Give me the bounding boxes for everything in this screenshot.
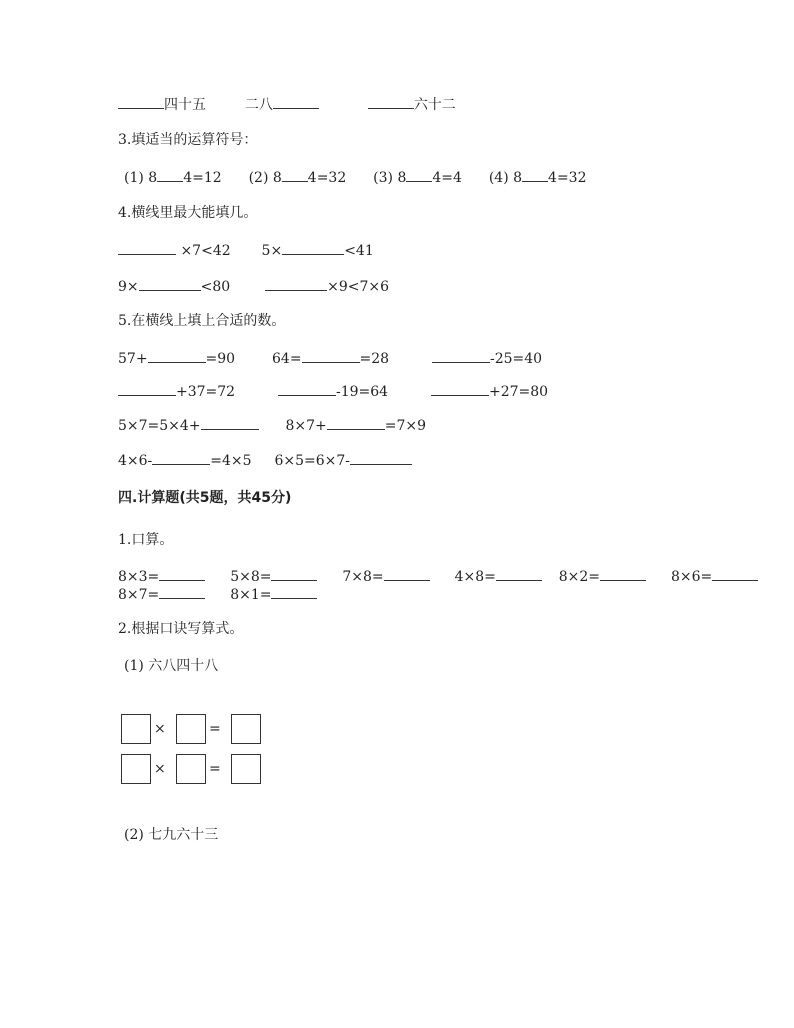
c1-title: 1.口算。 [118, 532, 174, 548]
q2-tail-b: 二八 [244, 97, 273, 113]
answer-blank[interactable] [327, 415, 385, 430]
c2-title: 2.根据口诀写算式。 [118, 621, 244, 637]
calc-item: 8×7= [118, 587, 205, 603]
answer-blank[interactable] [118, 240, 176, 255]
q4-row-2: 9× <80 ×9<7×6 [118, 276, 389, 296]
answer-blank[interactable] [282, 240, 344, 255]
answer-box[interactable] [231, 714, 261, 744]
answer-box[interactable] [121, 754, 151, 784]
calc-item: 8×6= [671, 569, 758, 585]
answer-box[interactable] [231, 754, 261, 784]
calc-item: 4×8= [455, 569, 542, 585]
answer-blank[interactable] [118, 381, 176, 396]
q2-tail-c: 六十二 [413, 97, 456, 113]
times-sign: × [154, 761, 166, 777]
equals-sign: = [209, 761, 221, 777]
q5-row-3: 5×7=5×4+ 8×7+ =7×9 [118, 415, 426, 435]
answer-blank[interactable] [273, 94, 319, 109]
answer-blank[interactable] [522, 167, 548, 182]
answer-blank[interactable] [431, 381, 489, 396]
answer-blank[interactable] [432, 348, 490, 363]
answer-blank[interactable] [350, 450, 412, 465]
answer-blank[interactable] [496, 566, 542, 581]
answer-blank[interactable] [148, 348, 206, 363]
equals-sign: = [209, 721, 221, 737]
q5-row-4: 4×6- =4×5 6×5=6×7- [118, 450, 412, 470]
answer-blank[interactable] [384, 566, 430, 581]
q3-item-4: (4) 8 4=32 [489, 170, 587, 186]
answer-blank[interactable] [159, 584, 205, 599]
answer-blank[interactable] [600, 566, 646, 581]
q5-row-2: +37=72 -19=64 +27=80 [118, 381, 548, 401]
q4-title: 4.横线里最大能填几。 [118, 205, 258, 221]
q3-title: 3.填适当的运算符号： [118, 132, 258, 148]
section-title: 四.计算题(共5题，共45分) [118, 490, 292, 506]
q3-item-2: (2) 8 4=32 [249, 170, 347, 186]
q3-items-row [124, 167, 587, 187]
q2-tail-a: 四十五 [164, 97, 206, 113]
c2-part-1: (1) 六八四十八 [124, 658, 219, 674]
answer-blank[interactable] [271, 584, 317, 599]
calc-item: 8×3= [118, 569, 205, 585]
answer-blank[interactable] [139, 276, 201, 291]
answer-blank[interactable] [118, 94, 164, 109]
answer-blank[interactable] [201, 415, 259, 430]
answer-blank[interactable] [302, 348, 360, 363]
calc-item: 8×2= [559, 569, 646, 585]
c1-row-2 [118, 584, 317, 604]
c1-row-1 [118, 566, 758, 586]
answer-blank[interactable] [271, 566, 317, 581]
answer-blank[interactable] [368, 94, 414, 109]
answer-blank[interactable] [159, 566, 205, 581]
answer-blank[interactable] [265, 276, 327, 291]
times-sign: × [154, 721, 166, 737]
answer-box[interactable] [176, 754, 206, 784]
q4-row-1: ×7<42 5× <41 [118, 240, 374, 260]
answer-blank[interactable] [157, 167, 183, 182]
answer-blank[interactable] [712, 566, 758, 581]
q2-tail-row [118, 94, 456, 114]
calc-item: 8×1= [230, 587, 317, 603]
answer-blank[interactable] [278, 381, 336, 396]
calc-item: 5×8= [230, 569, 317, 585]
q3-item-1: (1) 8 4=12 [124, 170, 222, 186]
c2-part-2: (2) 七九六十三 [124, 827, 219, 843]
answer-blank[interactable] [406, 167, 432, 182]
answer-blank[interactable] [152, 450, 210, 465]
calc-item: 7×8= [342, 569, 429, 585]
q3-item-3: (3) 8 4=4 [373, 170, 462, 186]
q5-row-1: 57+ =90 64= =28 -25=40 [118, 348, 542, 368]
answer-box[interactable] [121, 714, 151, 744]
answer-blank[interactable] [282, 167, 308, 182]
answer-box[interactable] [176, 714, 206, 744]
q5-title: 5.在横线上填上合适的数。 [118, 313, 286, 329]
